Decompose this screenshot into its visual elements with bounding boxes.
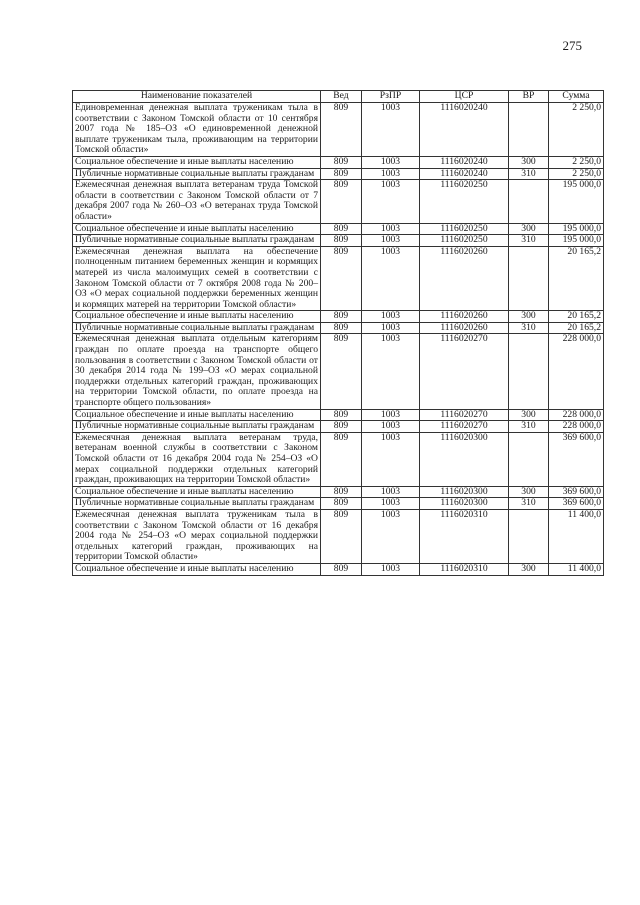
row-vr-cell xyxy=(509,246,549,311)
row-name-cell: Ежемесячная денежная выплата труженикам тыла в соответствии с Законом Томской области от 16 декабря 2004 года № 254–ОЗ «О мерах социальной поддержки отдельных категорий граждан, проживающих на территории Томской области» xyxy=(73,509,321,563)
row-ved-cell: 809 xyxy=(321,322,362,334)
table-row xyxy=(73,409,604,421)
row-ved-cell: 809 xyxy=(321,498,362,510)
row-csr-cell: 1116020240 xyxy=(420,156,509,168)
row-name-cell: Социальное обеспечение и иные выплаты населению xyxy=(73,563,321,575)
row-sum-cell: 2 250,0 xyxy=(549,168,604,180)
row-sum-cell: 195 000,0 xyxy=(549,235,604,247)
header-vr: ВР xyxy=(509,91,549,103)
row-csr-cell: 1116020250 xyxy=(420,223,509,235)
table-row xyxy=(73,156,604,168)
row-rzpr-cell: 1003 xyxy=(362,509,420,563)
row-vr-cell: 310 xyxy=(509,498,549,510)
budget-table xyxy=(72,90,604,576)
row-rzpr-cell: 1003 xyxy=(362,168,420,180)
row-sum-cell: 228 000,0 xyxy=(549,334,604,409)
row-sum-cell: 20 165,2 xyxy=(549,246,604,311)
row-vr-cell xyxy=(509,180,549,223)
row-ved-cell: 809 xyxy=(321,421,362,433)
row-rzpr-cell: 1003 xyxy=(362,156,420,168)
row-csr-cell: 1116020240 xyxy=(420,168,509,180)
row-ved-cell: 809 xyxy=(321,409,362,421)
row-csr-cell: 1116020300 xyxy=(420,432,509,486)
row-csr-cell: 1116020250 xyxy=(420,235,509,247)
row-name-cell: Публичные нормативные социальные выплаты гражданам xyxy=(73,235,321,247)
row-vr-cell xyxy=(509,103,549,157)
row-vr-cell: 300 xyxy=(509,311,549,323)
table-row xyxy=(73,103,604,157)
header-sum: Сумма xyxy=(549,91,604,103)
row-sum-cell: 11 400,0 xyxy=(549,563,604,575)
table-header-row xyxy=(73,91,604,103)
row-ved-cell: 809 xyxy=(321,311,362,323)
row-rzpr-cell: 1003 xyxy=(362,223,420,235)
row-name-cell: Социальное обеспечение и иные выплаты населению xyxy=(73,223,321,235)
table-row xyxy=(73,498,604,510)
row-sum-cell: 2 250,0 xyxy=(549,156,604,168)
row-ved-cell: 809 xyxy=(321,334,362,409)
row-csr-cell: 1116020310 xyxy=(420,563,509,575)
row-rzpr-cell: 1003 xyxy=(362,563,420,575)
row-rzpr-cell: 1003 xyxy=(362,180,420,223)
row-ved-cell: 809 xyxy=(321,509,362,563)
table-row xyxy=(73,421,604,433)
row-rzpr-cell: 1003 xyxy=(362,432,420,486)
table-row xyxy=(73,223,604,235)
row-csr-cell: 1116020250 xyxy=(420,180,509,223)
table-row xyxy=(73,563,604,575)
table-row xyxy=(73,311,604,323)
row-ved-cell: 809 xyxy=(321,432,362,486)
row-vr-cell: 300 xyxy=(509,486,549,498)
header-name: Наименование показателей xyxy=(73,91,321,103)
row-name-cell: Ежемесячная денежная выплата ветеранам труда, ветеранам военной службы в соответствии с Законом Томской области от 16 декабря 2004 года № 254–ОЗ «О мерах социальной поддержки отдельных категорий граждан, проживающих на территории Томской области» xyxy=(73,432,321,486)
row-ved-cell: 809 xyxy=(321,103,362,157)
table-row xyxy=(73,246,604,311)
page-number: 275 xyxy=(562,38,582,53)
row-csr-cell: 1116020260 xyxy=(420,246,509,311)
row-sum-cell: 11 400,0 xyxy=(549,509,604,563)
row-vr-cell: 300 xyxy=(509,563,549,575)
row-name-cell: Публичные нормативные социальные выплаты гражданам xyxy=(73,421,321,433)
row-name-cell: Ежемесячная денежная выплата отдельным категориям граждан по оплате проезда на транспорте общего пользования в соответствии с Законом Томской области от 30 декабря 2014 года № 199–ОЗ «О мерах социальной поддержки отдельных категорий граждан, проживающих на территории Томской области, по оплате проезда на транспорте общего пользования» xyxy=(73,334,321,409)
row-csr-cell: 1116020260 xyxy=(420,322,509,334)
row-sum-cell: 369 600,0 xyxy=(549,498,604,510)
row-csr-cell: 1116020300 xyxy=(420,498,509,510)
row-name-cell: Социальное обеспечение и иные выплаты населению xyxy=(73,156,321,168)
row-rzpr-cell: 1003 xyxy=(362,103,420,157)
row-vr-cell: 310 xyxy=(509,421,549,433)
table-row xyxy=(73,168,604,180)
row-vr-cell xyxy=(509,432,549,486)
row-ved-cell: 809 xyxy=(321,235,362,247)
row-ved-cell: 809 xyxy=(321,486,362,498)
row-vr-cell xyxy=(509,509,549,563)
row-sum-cell: 369 600,0 xyxy=(549,486,604,498)
row-csr-cell: 1116020260 xyxy=(420,311,509,323)
table-row xyxy=(73,334,604,409)
row-vr-cell: 300 xyxy=(509,223,549,235)
row-ved-cell: 809 xyxy=(321,563,362,575)
row-csr-cell: 1116020270 xyxy=(420,421,509,433)
row-sum-cell: 20 165,2 xyxy=(549,311,604,323)
row-sum-cell: 20 165,2 xyxy=(549,322,604,334)
table-row xyxy=(73,509,604,563)
table-body xyxy=(73,103,604,576)
table-row xyxy=(73,235,604,247)
row-ved-cell: 809 xyxy=(321,168,362,180)
row-name-cell: Единовременная денежная выплата труженикам тыла в соответствии с Законом Томской области от 10 сентября 2007 года № 185–ОЗ «О единовременной денежной выплате труженикам тыла, проживающим на территории Томской области» xyxy=(73,103,321,157)
row-ved-cell: 809 xyxy=(321,180,362,223)
header-csr: ЦСР xyxy=(420,91,509,103)
row-vr-cell: 300 xyxy=(509,156,549,168)
table-row xyxy=(73,432,604,486)
row-csr-cell: 1116020310 xyxy=(420,509,509,563)
row-sum-cell: 228 000,0 xyxy=(549,421,604,433)
row-vr-cell: 310 xyxy=(509,168,549,180)
row-name-cell: Публичные нормативные социальные выплаты гражданам xyxy=(73,168,321,180)
row-name-cell: Социальное обеспечение и иные выплаты населению xyxy=(73,486,321,498)
row-sum-cell: 228 000,0 xyxy=(549,409,604,421)
row-rzpr-cell: 1003 xyxy=(362,235,420,247)
table-row xyxy=(73,322,604,334)
row-rzpr-cell: 1003 xyxy=(362,421,420,433)
row-name-cell: Социальное обеспечение и иные выплаты населению xyxy=(73,409,321,421)
row-csr-cell: 1116020270 xyxy=(420,334,509,409)
row-rzpr-cell: 1003 xyxy=(362,409,420,421)
row-vr-cell: 310 xyxy=(509,322,549,334)
row-csr-cell: 1116020240 xyxy=(420,103,509,157)
row-ved-cell: 809 xyxy=(321,156,362,168)
table-row xyxy=(73,486,604,498)
row-name-cell: Публичные нормативные социальные выплаты гражданам xyxy=(73,322,321,334)
header-rzpr: РзПР xyxy=(362,91,420,103)
header-ved: Вед xyxy=(321,91,362,103)
row-name-cell: Ежемесячная денежная выплата на обеспечение полноценным питанием беременных женщин и кормящих матерей из числа малоимущих семей в соответствии с Законом Томской области от 7 октября 2008 года № 200–ОЗ «О мерах социальной поддержки беременных женщин и кормящих матерей на территории Томской области» xyxy=(73,246,321,311)
row-sum-cell: 2 250,0 xyxy=(549,103,604,157)
row-name-cell: Ежемесячная денежная выплата ветеранам труда Томской области в соответствии с Законом Томской области от 7 декабря 2007 года № 260–ОЗ «О ветеранах труда Томской области» xyxy=(73,180,321,223)
row-sum-cell: 195 000,0 xyxy=(549,223,604,235)
row-rzpr-cell: 1003 xyxy=(362,486,420,498)
row-vr-cell: 310 xyxy=(509,235,549,247)
row-vr-cell: 300 xyxy=(509,409,549,421)
row-rzpr-cell: 1003 xyxy=(362,334,420,409)
table-row xyxy=(73,180,604,223)
row-ved-cell: 809 xyxy=(321,246,362,311)
row-vr-cell xyxy=(509,334,549,409)
row-rzpr-cell: 1003 xyxy=(362,311,420,323)
row-name-cell: Публичные нормативные социальные выплаты гражданам xyxy=(73,498,321,510)
row-name-cell: Социальное обеспечение и иные выплаты населению xyxy=(73,311,321,323)
row-csr-cell: 1116020300 xyxy=(420,486,509,498)
row-ved-cell: 809 xyxy=(321,223,362,235)
row-csr-cell: 1116020270 xyxy=(420,409,509,421)
row-sum-cell: 369 600,0 xyxy=(549,432,604,486)
row-rzpr-cell: 1003 xyxy=(362,246,420,311)
row-rzpr-cell: 1003 xyxy=(362,322,420,334)
row-rzpr-cell: 1003 xyxy=(362,498,420,510)
row-sum-cell: 195 000,0 xyxy=(549,180,604,223)
